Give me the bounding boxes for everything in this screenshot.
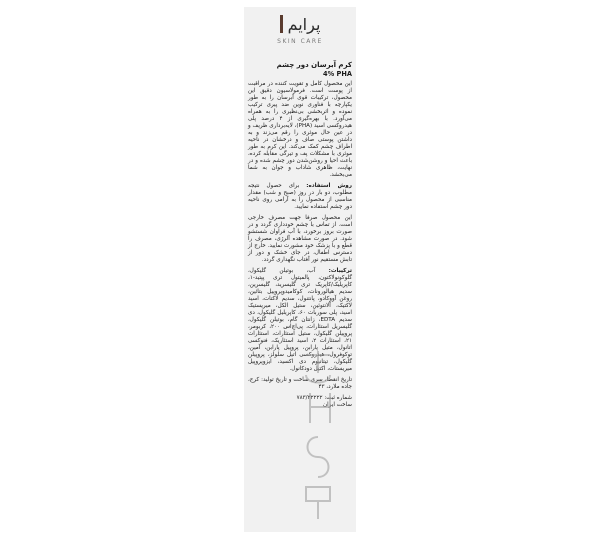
footer-origin: ساخت ایران: [323, 402, 352, 408]
brand-wordmark: پرایم: [287, 14, 321, 34]
warning-text: این محصول صرفا جهت مصرف خارجی است. از تماس با چشم خودداری گردد و در صورت بروز برخورد، با آب فراوان شستشو شود. در صورت مشاهده آلرژی، مصرف را قطع و با پزشک خود مشورت نمایید. خارج از دسترس اطفال، در جای خشک و دور از تابش مستقیم نور آفتاب نگهداری گردد.: [248, 215, 352, 263]
brand-logo: [244, 13, 356, 45]
usage-text: برای حصول نتیجه مطلوب، دو بار در روز (صبح و شب) مقدار مناسبی از محصول را به آرامی روی ناحیه دور چشم استفاده نمایید.: [248, 183, 352, 210]
product-box: [244, 7, 356, 532]
product-text: [248, 61, 352, 413]
watermark-glyph-4: [306, 487, 330, 519]
product-title: کرم آبرسان دور چشم: [276, 61, 352, 69]
usage-section: [248, 183, 352, 211]
footer-dates: تاریخ انقضا، سری ساخت و تاریخ تولید: کرج، جاده ملارد، ۴۳: [248, 377, 352, 390]
brand-mark: [280, 13, 321, 35]
product-description: این محصول کامل و تقویت کننده در مراقبت از پوست است. فرمولاسیون دقیق این محصول، ترکیبات قوی آبرسان را به طور یکپارچه با فناوری نوین ضد پیری ترکیب نموده و اثربخشی بی‌نظیری را به همراه می‌آورد. با بهره‌گیری از ۴ درصد پلی هیدروکسی اسید (PHA)، لایه‌برداری ظریف و در عین حال موثری را رقم می‌زند و به داشتن پوستی صاف و درخشان در ناحیه اطراف چشم کمک می‌کند. این کرم به طور موثری با مشکلات پف و تیرگی مقابله کرده، باعث احیا و روشن‌شدن دور چشم شده و در نهایت، ظاهری شاداب و جوان به شما می‌بخشد.: [248, 81, 353, 178]
brand-tagline: SKIN CARE: [277, 38, 323, 45]
ingredients-heading: ترکیبات:: [328, 268, 352, 274]
ingredients-text: آب، بوتیلن گلیکول، گلوکونولاکتون، پالمیتول تری پپتید-۱، کاپریلیک/کاپریک تری گلیسرید، گلیسرین، سدیم هیالورونات، کوکامیدوپروپیل بتائین، روغن آووکادو، پانتنول، سدیم لاکتات، اسید لاکتیک، آلانتوئین، ستیل الکل، میریستیک اسید، پلی سوربات ۶۰، کاپریلیل گلیکول، دی سدیم EDTA، زانتان گام، بوتیلن گلیکول، گلیسریل استئارات، پی‌اچ‌اس ۲۰۰، کربومر، پروپیلن گلیکول، ستیل استئارات، استئارات ۲۱، استئارات ۲، اسید استئاریک، فنوکسی اتانول، متیل پارابن، پروپیل پارابن، آمین، توکوفرول، هیدروکسی اتیل سلولز، پروپیلن گلیکول، تیتانیوم دی اکسید، ایزوپروپیل میریستات، اکتیل دودکانول.: [248, 268, 352, 372]
ingredients-section: [248, 268, 352, 373]
footer-registration: شماره ثبت: ۷۸۳/۲۲۲۲۲: [296, 395, 352, 401]
product-subtitle: 4% PHA: [323, 70, 352, 78]
watermark-glyph-3: [308, 437, 329, 477]
usage-heading: روش استفاده:: [306, 183, 353, 189]
brand-bar-icon: [280, 15, 283, 33]
